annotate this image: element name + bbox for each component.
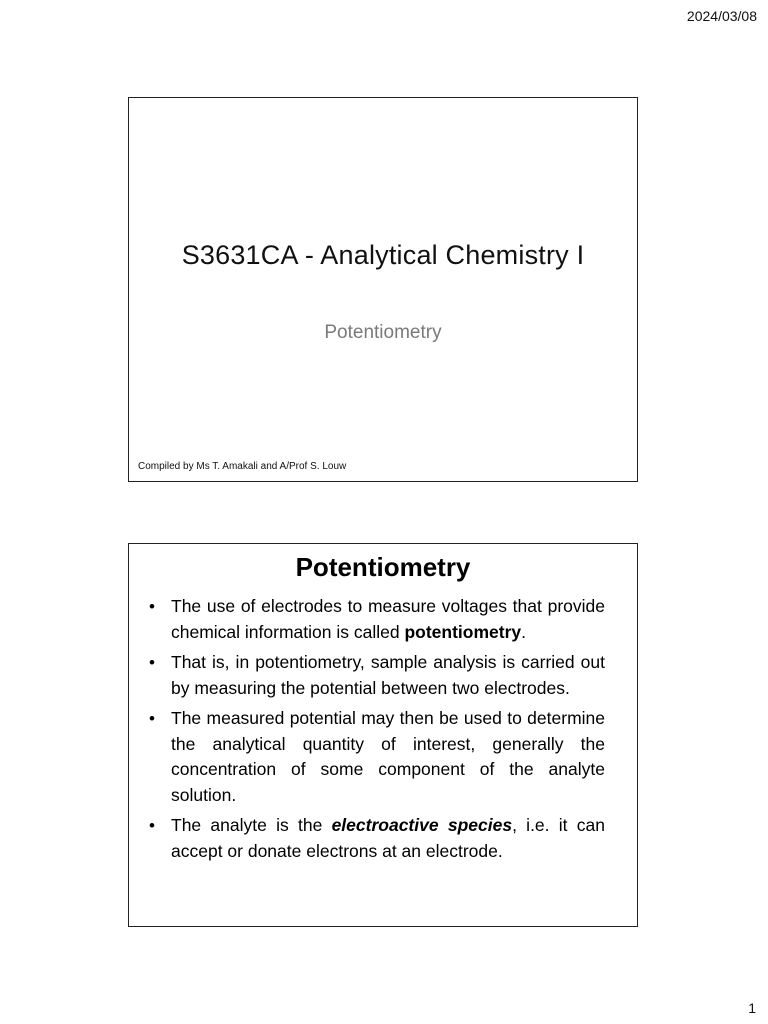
bullet-item — [145, 813, 605, 864]
page-date: 2024/03/08 — [686, 8, 757, 24]
bullet-text: The use of electrodes to measure voltages that provide chemical information is called — [171, 596, 605, 642]
bullet-dot-icon: • — [149, 816, 155, 835]
bullet-item — [145, 706, 605, 808]
bullet-emphasis: electroactive species — [331, 815, 513, 835]
content-slide — [128, 543, 638, 927]
bullet-dot-icon: • — [149, 597, 155, 616]
slide-subtitle: Potentiometry — [324, 322, 442, 343]
bullet-text-end: , i.e. it can accept or donate electrons at an electrode. — [171, 815, 605, 861]
bullet-dot-icon: • — [149, 653, 155, 672]
page-number: 1 — [748, 1000, 756, 1016]
bullet-text: The analyte is the — [171, 815, 332, 835]
bullet-text: That is, in potentiometry, sample analysis is carried out by measuring the potential between two electrodes. — [171, 652, 605, 698]
bullet-text: The measured potential may then be used to determine the analytical quantity of interest, generally the concentration of some component of the analyte solution. — [171, 708, 605, 805]
bullet-text-end: . — [521, 621, 526, 642]
bullet-dot-icon: • — [149, 709, 155, 728]
title-slide — [128, 97, 638, 482]
slide-heading: Potentiometry — [295, 552, 471, 582]
bullet-item — [145, 594, 605, 645]
bullet-emphasis: potentiometry — [404, 621, 522, 642]
slide-credit: Compiled by Ms T. Amakali and A/Prof S. Louw — [138, 461, 347, 472]
bullet-list — [145, 594, 605, 869]
bullet-item — [145, 650, 605, 701]
slide-title: S3631CA - Analytical Chemistry I — [181, 240, 585, 270]
